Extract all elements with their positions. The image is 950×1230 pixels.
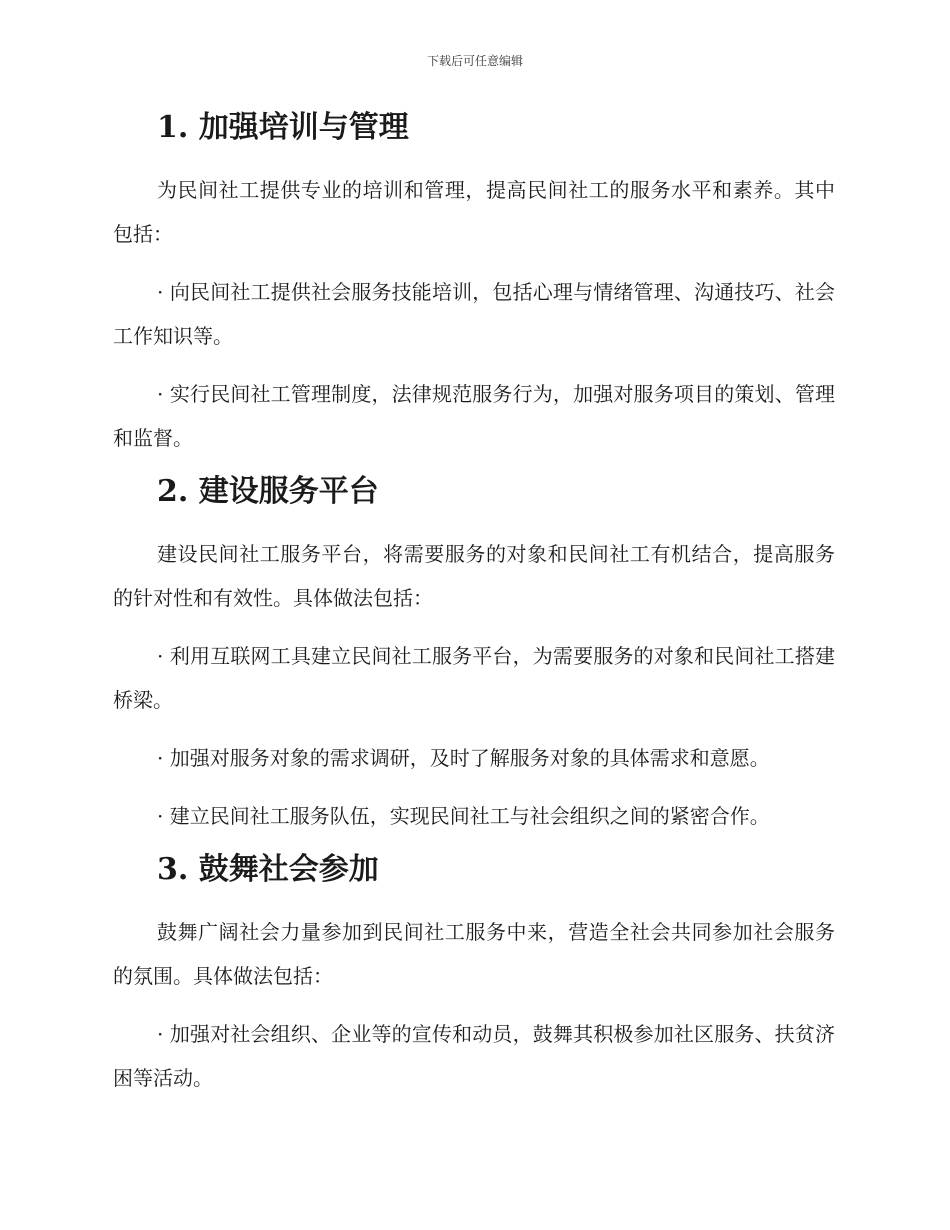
section-heading: 3. 鼓舞社会参加	[157, 852, 379, 887]
page-header: 下载后可任意编辑	[426, 54, 523, 68]
bullet-item: · 建立民间社工服务队伍，实现民间社工与社会组织之间的紧密合作。	[157, 804, 770, 828]
bullet-item: · 加强对社会组织、企业等的宣传和动员，鼓舞其积极参加社区服务、扶贫济困等活动。	[113, 1022, 835, 1090]
section-participation	[113, 852, 835, 1100]
bullet-item: · 实行民间社工管理制度，法律规范服务行为，加强对服务项目的策划、管理和监督。	[113, 382, 835, 450]
bullet-item: · 利用互联网工具建立民间社工服务平台，为需要服务的对象和民间社工搭建桥梁。	[113, 644, 835, 712]
section-heading: 2. 建设服务平台	[157, 474, 379, 509]
paragraph: 鼓舞广阔社会力量参加到民间社工服务中来，营造全社会共同参加社会服务的氛围。具体做法包括：	[113, 920, 835, 988]
bullet-item: · 向民间社工提供社会服务技能培训，包括心理与情绪管理、沟通技巧、社会工作知识等。	[113, 280, 835, 348]
section-training	[113, 110, 835, 460]
paragraph: 为民间社工提供专业的培训和管理，提高民间社工的服务水平和素养。其中包括：	[113, 178, 835, 246]
section-heading: 1. 加强培训与管理	[157, 110, 409, 145]
paragraph: 建设民间社工服务平台，将需要服务的对象和民间社工有机结合，提高服务的针对性和有效性。具体做法包括：	[113, 542, 835, 610]
bullet-item: · 加强对服务对象的需求调研，及时了解服务对象的具体需求和意愿。	[157, 746, 770, 770]
document-body	[113, 110, 835, 1114]
section-platform	[113, 474, 835, 838]
